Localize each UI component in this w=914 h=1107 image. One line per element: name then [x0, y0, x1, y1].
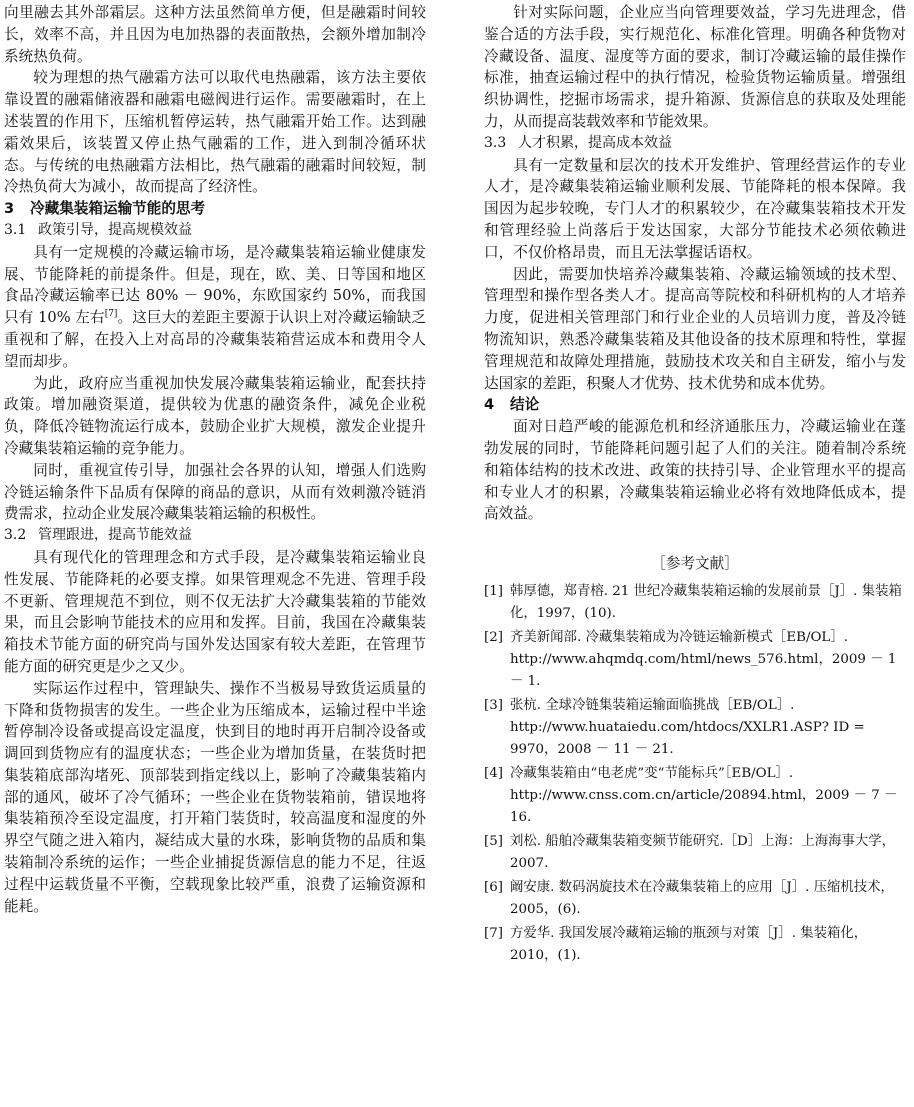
paragraph: 针对实际问题，企业应当向管理要效益，学习先进理念，借鉴合适的方法手段，实行规范化、标准化管理。明确各种货物对冷藏设备、温度、湿度等方面的要求，制订冷藏运输的最佳操作标准，抽查运输过程中的执行情况，检验货物运输质量。增强组织协调性，挖掘市场需求，提升箱源、货源信息的获取及处理能力，从而提高装载效率和节能效果。	[484, 4, 906, 130]
section-title: 冷藏集装箱运输节能的思考	[30, 200, 206, 218]
reference-text: 刘松. 船舶冷藏集装箱变频节能研究.［D］上海：上海海事大学，2007.	[510, 833, 896, 871]
paragraph: 因此，需要加快培养冷藏集装箱、冷藏运输领域的技术型、管理型和操作型各类人才。提高高等院校和科研机构的人才培养力度，促进相关管理部门和行业企业的人员培训力度，普及冷链物流知识，熟悉冷藏集装箱及其他设备的技术原理和特性，掌握管理规范和故障处理措施，鼓励技术攻关和自主研发，缩小与发达国家的差距，积聚人才优势、技术优势和成本优势。	[484, 265, 906, 392]
subsection-title: 政策引导，提高规模效益	[38, 221, 192, 238]
subsection-title: 管理跟进，提高节能效益	[38, 527, 192, 544]
references-heading: ［参考文献］	[651, 555, 739, 573]
citation-marker: [7]	[104, 309, 118, 320]
reference-index: [6]	[484, 879, 503, 895]
paragraph	[4, 242, 426, 373]
reference-item	[484, 695, 906, 761]
left-column	[4, 2, 426, 917]
reference-index: [7]	[484, 925, 503, 941]
paragraph: 为此，政府应当重视加快发展冷藏集装箱运输业，配套扶持政策。增加融资渠道，提供较为优惠的融资条件，减免企业税负，降低冷链物流运行成本，鼓励企业扩大规模，激发企业提升冷藏集装箱运输的竞争能力。	[4, 374, 426, 457]
reference-text: 方爱华. 我国发展冷藏箱运输的瓶颈与对策［J］. 集装箱化，2010，(1).	[510, 925, 868, 963]
reference-text: 阚安康. 数码涡旋技术在冷藏集装箱上的应用［J］. 压缩机技术，2005，(6).	[510, 879, 894, 917]
subsection-number: 3.1	[4, 221, 27, 238]
reference-item	[484, 923, 906, 967]
paragraph-text: 具有一定规模的冷藏运输市场，是冷藏集装箱运输业健康发展、节能降耗的前提条件。但是，现在，欧、美、日等国和地区食品冷藏运输率已达 80% － 90%，东欧国家约 50%，而我国只有 10% 左右	[4, 243, 426, 327]
reference-item	[484, 627, 906, 693]
subsection-heading-3-1	[4, 220, 426, 242]
paragraph: 向里融去其外部霜层。这种方法虽然简单方便，但是融霜时间较长，效率不高，并且因为电加热器的表面散热，会额外增加制冷系统热负荷。	[4, 4, 426, 65]
reference-index: [2]	[484, 629, 503, 645]
section-number: 3	[4, 200, 15, 218]
subsection-heading-3-2	[4, 525, 426, 547]
reference-text: 韩厚德，郑青榕. 21 世纪冷藏集装箱运输的发展前景［J］. 集装箱化，1997，(10).	[510, 583, 902, 621]
reference-text: 齐美新闻部. 冷藏集装箱成为冷链运输新模式［EB/OL］. http://www.ahqmdq.com/html/news_576.html，2009 － 1 － 1.	[510, 629, 897, 689]
paragraph: 面对日趋严峻的能源危机和经济通胀压力，冷藏运输业在蓬勃发展的同时，节能降耗问题引起了人们的关注。随着制冷系统和箱体结构的技术改进、政策的扶持引导、企业管理水平的提高和专业人才的积累，冷藏集装箱运输业必将有效地降低成本，提高效益。	[484, 418, 906, 523]
reference-index: [1]	[484, 583, 503, 599]
reference-index: [5]	[484, 833, 503, 849]
section-heading-4	[484, 394, 906, 416]
reference-index: [3]	[484, 697, 503, 713]
reference-text: 张杭. 全球冷链集装箱运输面临挑战［EB/OL］. http://www.huataiedu.com/htdocs/XXLR1.ASP? ID = 9970，2008 － 11 － 21.	[510, 697, 865, 757]
right-column	[484, 2, 906, 969]
reference-item	[484, 877, 906, 921]
paragraph-text: 。这巨大的差距主要源于认识上对冷藏运输缺乏重视和了解，在投入上对高昂的冷藏集装箱营运成本和费用令人望而却步。	[4, 309, 426, 370]
paragraph: 具有一定数量和层次的技术开发维护、管理经营运作的专业人才，是冷藏集装箱运输业顺利发展、节能降耗的根本保障。我国因为起步较晚，专门人才的积累较少，在冷藏集装箱技术开发和管理经验上尚落后于发达国家，大部分节能技术必须依赖进口，不仅价格昂贵，而且无法掌握话语权。	[484, 156, 906, 261]
reference-item	[484, 831, 906, 875]
paragraph: 具有现代化的管理理念和方式手段，是冷藏集装箱运输业良性发展、节能降耗的必要支撑。如果管理观念不先进、管理手段不更新、管理规范不到位，则不仅无法扩大冷藏集装箱的节能效果，而且会影响节能技术的应用和发挥。目前，我国在冷藏集装箱技术节能方面的研究尚与国外发达国家有较大差距，在管理节能方面的研究更是少之又少。	[4, 548, 426, 675]
subsection-number: 3.3	[484, 134, 507, 151]
paragraph: 同时，重视宣传引导，加强社会各界的认知，增强人们选购冷链运输条件下品质有保障的商品的意识，从而有效刺激冷链消费需求，拉动企业发展冷藏集装箱运输的积极性。	[4, 461, 426, 523]
paragraph: 较为理想的热气融霜方法可以取代电热融霜，该方法主要依靠设置的融霜储液器和融霜电磁阀进行运作。需要融霜时，在上述装置的作用下，压缩机暂停运转，热气融霜开始工作。达到融霜效果后，该装置又停止热气融霜的工作，进入到制冷循环状态。与传统的电热融霜方法相比，热气融霜的融霜时间较短，制冷热负荷大为减小，故而提高了经济性。	[4, 69, 426, 196]
paragraph: 实际运作过程中，管理缺失、操作不当极易导致货运质量的下降和货物损害的发生。一些企业为压缩成本，运输过程中半途暂停制冷设备或提高设定温度，快到目的地时再开启制冷设备或调回到货物应有的温度状态；一些企业为增加货量，在装货时把集装箱底部沟堵死、顶部装到指定线以上，影响了冷藏集装箱内部的通风，破坏了冷气循环；一些企业在货物装箱前，错误地将集装箱预冷至设定温度，打开箱门装货时，较高温度和湿度的外界空气随之进入箱内，凝结成大量的水珠，影响货物的品质和集装箱制冷系统的运作；一些企业捕捉货源信息的能力不足，往返过程中运载货量不平衡，空载现象比较严重，浪费了运输资源和能耗。	[4, 679, 426, 915]
reference-index: [4]	[484, 765, 503, 781]
section-title: 结论	[510, 396, 540, 414]
subsection-number: 3.2	[4, 527, 27, 544]
reference-text: 冷藏集装箱由“电老虎”变“节能标兵”［EB/OL］. http://www.cnss.com.cn/article/20894.html，2009 － 7 － 16.	[510, 765, 898, 825]
reference-item	[484, 581, 906, 625]
section-heading-3	[4, 198, 426, 220]
section-number: 4	[484, 396, 495, 414]
subsection-title: 人才积累，提高成本效益	[518, 134, 672, 151]
reference-list	[484, 581, 906, 967]
reference-item	[484, 763, 906, 829]
subsection-heading-3-3	[484, 133, 906, 155]
